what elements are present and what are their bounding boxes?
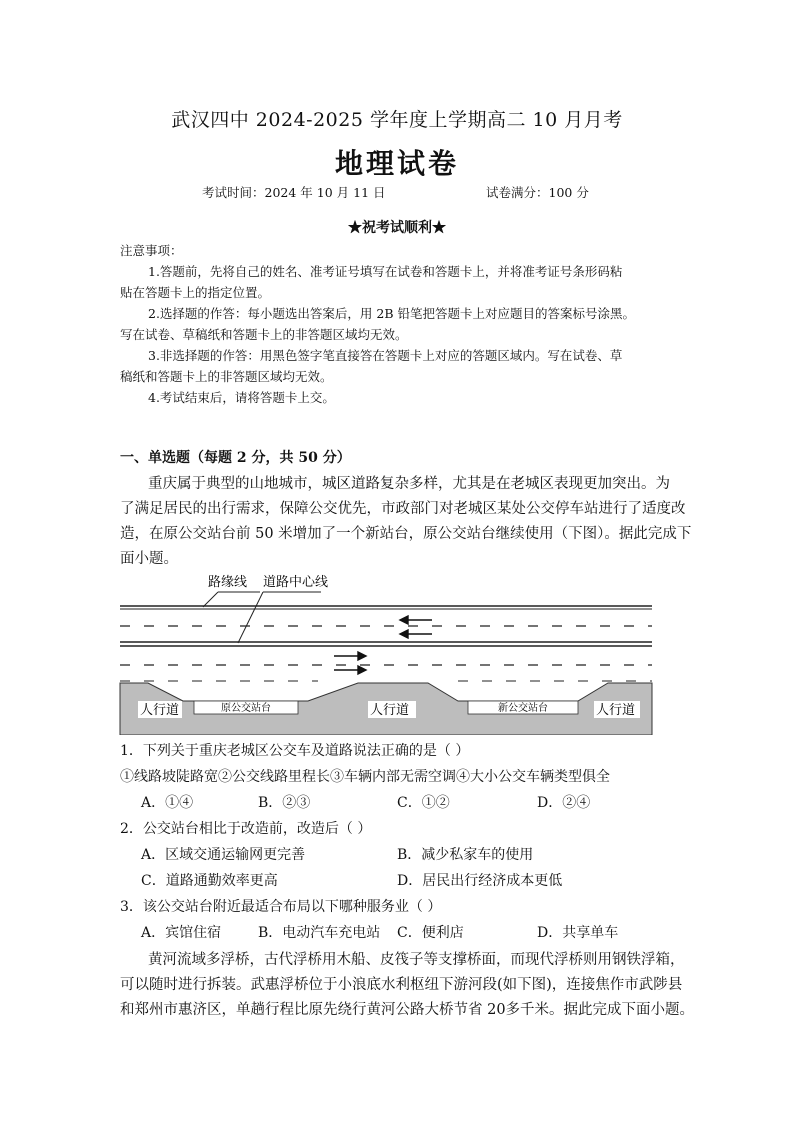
- q2-option-d: D．居民出行经济成本更低: [397, 873, 563, 889]
- q1-option-a: A．①④: [141, 795, 194, 811]
- q3-option-b: B．电动汽车充电站: [258, 925, 381, 941]
- intro2-line: 黄河流域多浮桥，古代浮桥用木船、皮筏子等支撑桥面，而现代浮桥则用钢铁浮箱，: [148, 952, 685, 968]
- question-1-stem: 1．下列关于重庆老城区公交车及道路说法正确的是（ ）: [120, 743, 470, 759]
- q2-option-b: B．减少私家车的使用: [397, 847, 534, 863]
- exam-time: 考试时间：2024 年 10 月 11 日: [202, 185, 386, 200]
- q1-option-b: B．②③: [258, 795, 311, 811]
- full-score: 试卷满分：100 分: [486, 185, 589, 200]
- section-title: 一、单选题（每题 2 分，共 50 分）: [120, 450, 351, 466]
- notice-line: 3.非选择题的作答：用黑色签字笔直接答在答题卡上对应的答题区域内。写在试卷、草: [148, 348, 623, 363]
- center-leader-line: [238, 592, 263, 643]
- notice-line: 1.答题前，先将自己的姓名、准考证号填写在试卷和答题卡上，并将准考证号条形码粘: [148, 264, 623, 279]
- notice-title: 注意事项：: [120, 243, 183, 258]
- intro-line: 了满足居民的出行需求，保障公交优先，市政部门对老城区某处公交停车站进行了适度改: [120, 501, 686, 517]
- intro2-line: 和郑州市惠济区，单趟行程比原先绕行黄河公路大桥节省 20多千米。据此完成下面小题。: [120, 1002, 695, 1018]
- question-2-stem: 2．公交站台相比于改造前，改造后（ ）: [120, 821, 372, 837]
- notice-line: 稿纸和答题卡上的非答题区域均无效。: [120, 369, 333, 384]
- curb-leader-line: [203, 592, 218, 607]
- q1-option-d: D．②④: [537, 795, 591, 811]
- sidewalk-label: 人行道: [370, 702, 410, 717]
- q3-option-d: D．共享单车: [537, 925, 619, 941]
- old-stop-label: 原公交站台: [221, 703, 271, 714]
- question-3-stem: 3．该公交站台附近最适合布局以下哪种服务业（ ）: [120, 899, 442, 915]
- notice-line: 2.选择题的作答：每小题选出答案后，用 2B 铅笔把答题卡上对应题目的答案标号涂黑。: [148, 306, 636, 321]
- westbound-arrows: [400, 616, 432, 638]
- sidewalk-label: 人行道: [140, 702, 180, 717]
- q1-option-c: C．①②: [397, 795, 450, 811]
- q3-option-c: C．便利店: [397, 925, 464, 941]
- intro-line: 造，在原公交站台前 50 米增加了一个新站台，原公交站台继续使用（下图）。据此完成下: [120, 526, 692, 542]
- notice-line: 贴在答题卡上的指定位置。: [120, 285, 271, 300]
- sidewalk-label: 人行道: [596, 702, 636, 717]
- intro-line: 面小题。: [120, 551, 178, 567]
- road-bus-stop-figure: [118, 570, 654, 735]
- q3-option-a: A．宾馆住宿: [141, 925, 222, 941]
- center-line-label: 道路中心线: [263, 574, 329, 589]
- good-luck-banner: ★祝考试顺利★: [348, 220, 446, 236]
- subject-title: 地理试卷: [334, 147, 459, 180]
- eastbound-arrows: [334, 652, 366, 674]
- curb-line-label: 路缘线: [208, 574, 248, 589]
- intro-line: 重庆属于典型的山地城市，城区道路复杂多样，尤其是在老城区表现更加突出。为: [148, 476, 670, 492]
- question-1-statements: ①线路坡陡路宽②公交线路里程长③车辆内部无需空调④大小公交车辆类型俱全: [120, 769, 610, 785]
- q2-option-a: A．区域交通运输网更完善: [141, 847, 306, 863]
- exam-title: 武汉四中 2024-2025 学年度上学期高二 10 月月考: [171, 109, 623, 131]
- q2-option-c: C．道路通勤效率更高: [141, 873, 278, 889]
- notice-line: 4.考试结束后，请将答题卡上交。: [148, 390, 335, 405]
- intro2-line: 可以随时进行拆装。武惠浮桥位于小浪底水利枢纽下游河段(如下图)，连接焦作市武陟县: [120, 977, 683, 993]
- new-stop-label: 新公交站台: [498, 703, 548, 714]
- notice-line: 写在试卷、草稿纸和答题卡上的非答题区域均无效。: [120, 327, 408, 342]
